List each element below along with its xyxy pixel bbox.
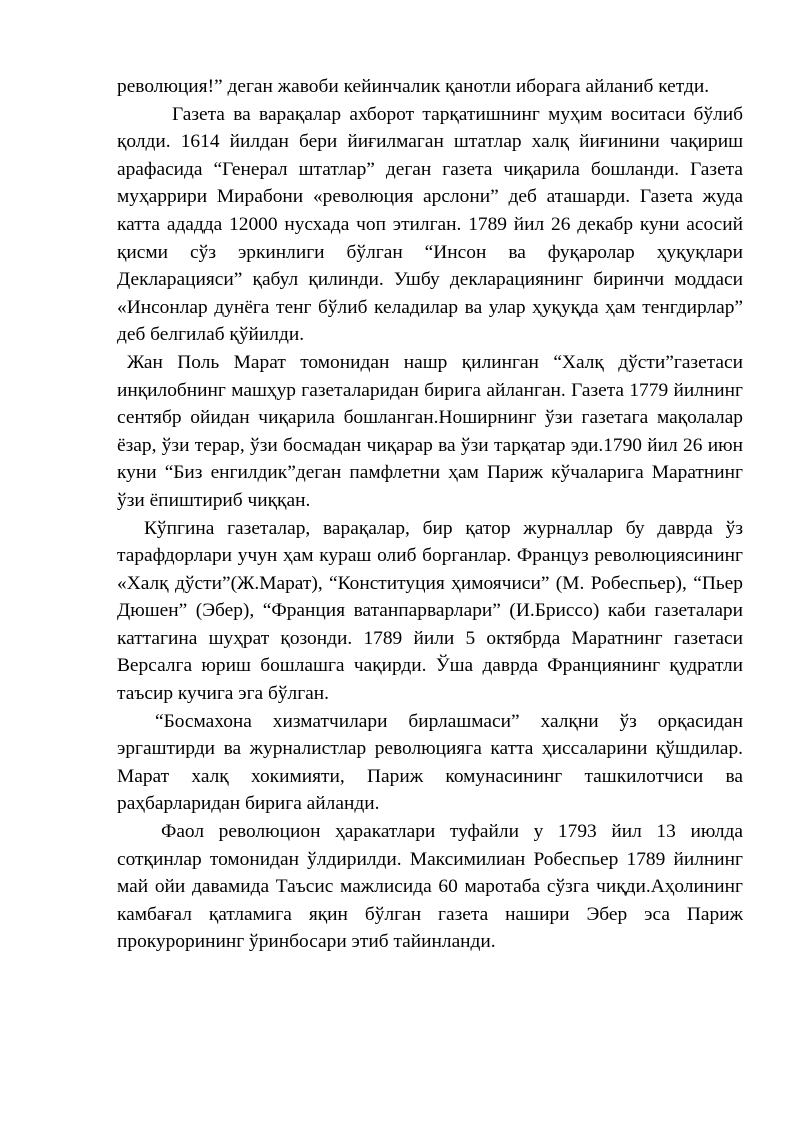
paragraph-1: революция!” деган жавоби кейинчалик қанотли иборага айланиб кетди.	[117, 76, 710, 97]
document-page	[117, 73, 743, 956]
paragraph-5: “Босмахона хизматчилари бирлашмаси” халқни ўз орқасидан эргаштирди ва журналистлар революцияга катта ҳиссаларини қўшдилар. Марат халқ хокимияти, Париж комунасининг ташкилотчиси ва раҳбарларидан бирига айланди.	[117, 710, 743, 815]
paragraph-6: Фаол революцион ҳаракатлари туфайли у 1793 йил 13 июлда сотқинлар томонидан ўлдирилди. Максимилиан Робеспьер 1789 йилнинг май ойи давамида Таъсис мажлисида 60 маротаба сўзга чиқди.Аҳолининг камбағал қатламига яқин бўлган газета нашири Эбер эса Париж прокурорининг ўринбосари этиб тайинланди.	[117, 821, 743, 953]
paragraph-2: Газета ва варақалар ахборот тарқатишнинг муҳим воситаси бўлиб қолди. 1614 йилдан бери йиғилмаган штатлар халқ йиғинини чақириш арафасида “Генерал штатлар” деган газета чиқарила бошланди. Газета муҳаррири Мирабони «революция арслони” деб аташарди. Газета жуда катта ададда 12000 нусхада чоп этилган. 1789 йил 26 декабр куни асосий қисми сўз эркинлиги бўлган “Инсон ва фуқаролар ҳуқуқлари Декларацияси” қабул қилинди. Ушбу декларациянинг биринчи моддаси «Инсонлар дунёга тенг бўлиб келадилар ва улар ҳуқуқда ҳам тенгдирлар” деб белгилаб қўйилди.	[117, 103, 743, 346]
paragraph-3: Жан Поль Марат томонидан нашр қилинган “Халқ дўсти”газетаси инқилобнинг машҳур газеталаридан бирига айланган. Газета 1779 йилнинг сентябр ойидан чиқарила бошланган.Ноширнинг ўзи газетага мақолалар ёзар, ўзи терар, ўзи босмадан чиқарар ва ўзи тарқатар эди.1790 йил 26 июн куни “Биз енгилдик”деган памфлетни ҳам Париж кўчаларига Маратнинг ўзи ёпиштириб чиққан.	[117, 351, 743, 511]
paragraph-4: Кўпгина газеталар, варақалар, бир қатор журналлар бу даврда ўз тарафдорлари учун ҳам кураш олиб борганлар. Француз революциясининг «Халқ дўсти”(Ж.Марат), “Конституция ҳимоячиси” (М. Робеспьер), “Пьер Дюшен” (Эбер), “Франция ватанпарварлари” (И.Бриссо) каби газеталари каттагина шуҳрат қозонди. 1789 йили 5 октябрда Маратнинг газетаси Версалга юриш бошлашга чақирди. Ўша даврда Франциянинг қудратли таъсир кучига эга бўлган.	[117, 517, 743, 705]
